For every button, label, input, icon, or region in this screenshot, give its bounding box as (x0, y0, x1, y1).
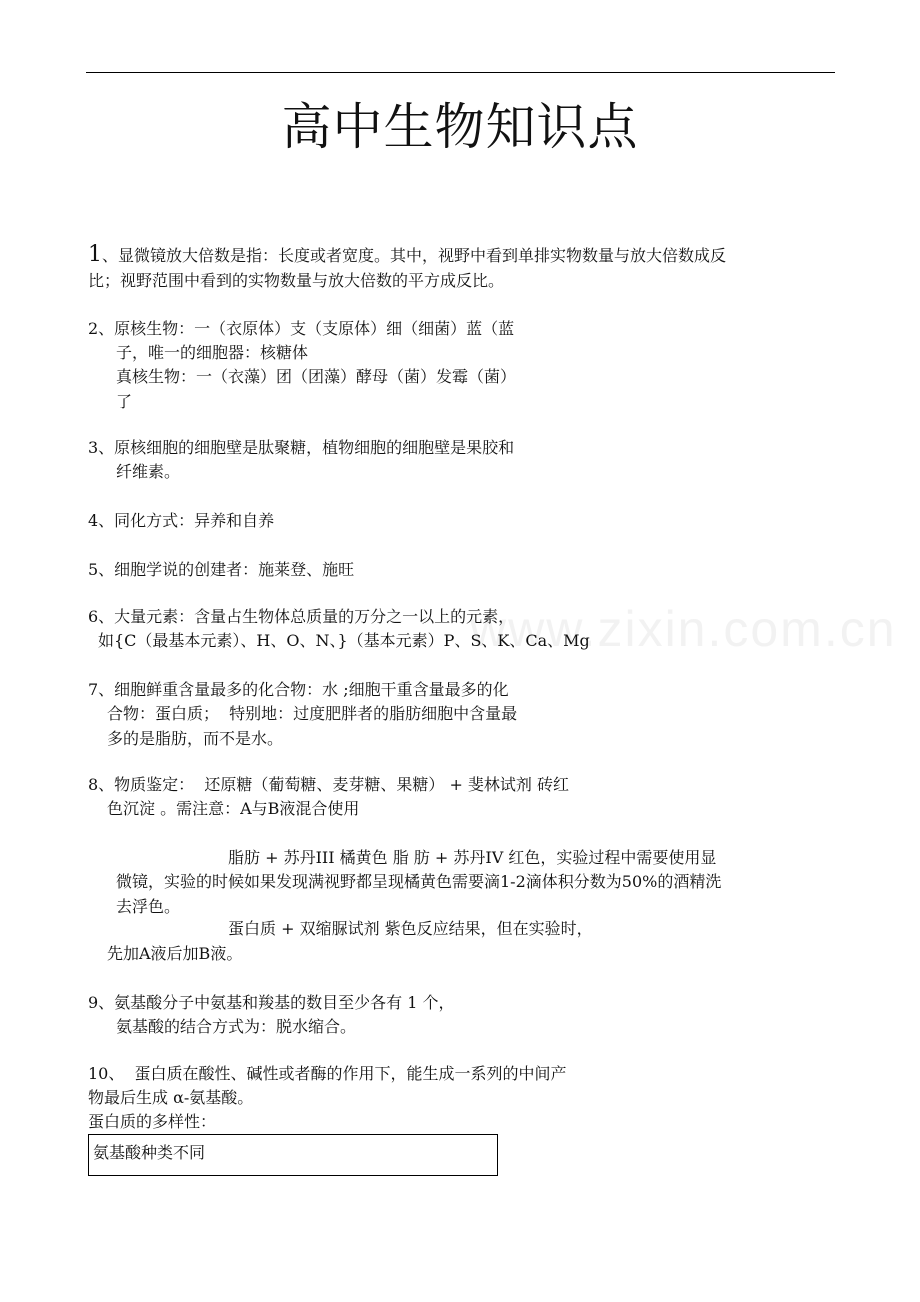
item-8-line-7: 先加A液后加B液。 (107, 944, 243, 963)
item-2-line-2: 子，唯一的细胞器：核糖体 (116, 343, 309, 362)
item-7-line-1: 7、细胞鲜重含量最多的化合物：水 ;细胞干重含量最多的化 (88, 680, 509, 699)
item-8-line-1: 8、物质鉴定： 还原糖（葡萄糖、麦芽糖、果糖） + 斐林试剂 砖红 (88, 775, 570, 794)
item-10-line-1: 10、 蛋白质在酸性、碱性或者酶的作用下，能生成一系列的中间产 (88, 1064, 567, 1083)
item-8-line-4: 微镜，实验的时候如果发现满视野都呈现橘黄色需要滴1-2滴体积分数为50%的酒精洗 (116, 872, 722, 891)
item-3-line-1: 3、原核细胞的细胞壁是肽聚糖，植物细胞的细胞壁是果胶和 (88, 438, 515, 457)
item-6-line-2: 如{C（最基本元素）、H、O、N、}（基本元素）P、S、K、Ca、Mg (98, 631, 590, 650)
item-9-line-2: 氨基酸的结合方式为：脱水缩合。 (116, 1017, 357, 1036)
item-8-line-6: 蛋白质 + 双缩脲试剂 紫色反应结果，但在实验时， (228, 919, 593, 938)
item-2-line-3: 真核生物：一（衣藻）团（团藻）酵母（菌）发霉（菌） (116, 367, 517, 386)
item-1-text: 、显微镜放大倍数是指：长度或者宽度。其中，视野中看到单排实物数量与放大倍数成反 (102, 246, 727, 265)
item-6-line-1: 6、大量元素：含量占生物体总质量的万分之一以上的元素， (88, 607, 515, 626)
page-title: 高中生物知识点 (281, 98, 639, 156)
item-2-line-1: 2、原核生物：一（衣原体）支（支原体）细（细菌）蓝（蓝 (88, 319, 515, 338)
item-8-line-5: 去浮色。 (116, 897, 181, 916)
item-8-line-3: 脂肪 + 苏丹III 橘黄色 脂 肪 + 苏丹IV 红色，实验过程中需要使用显 (228, 848, 717, 867)
item-1-line-1 (88, 244, 726, 267)
item-9-line-1: 9、氨基酸分子中氨基和羧基的数目至少各有 1 个， (88, 993, 455, 1012)
item-10-line-3: 蛋白质的多样性： (88, 1112, 217, 1131)
item-8-line-2: 色沉淀 。需注意：A与B液混合使用 (107, 799, 360, 818)
item-7-line-3: 多的是脂肪，而不是水。 (107, 729, 284, 748)
diversity-table-cell (88, 1134, 498, 1176)
item-1-line-2: 比；视野范围中看到的实物数量与放大倍数的平方成反比。 (88, 271, 505, 290)
watermark: www.zixin.com.cn (470, 601, 897, 657)
item-3-line-2: 纤维素。 (116, 462, 181, 481)
diversity-cell-text: 氨基酸种类不同 (93, 1143, 206, 1162)
header-rule (86, 72, 835, 73)
item-1-number: 1 (88, 242, 102, 267)
item-2-line-4: 了 (116, 392, 133, 411)
item-10-line-2: 物最后生成 α-氨基酸。 (88, 1088, 254, 1107)
item-5-line-1: 5、细胞学说的创建者：施莱登、施旺 (88, 560, 355, 579)
item-7-line-2: 合物：蛋白质； 特别地：过度肥胖者的脂肪细胞中含量最 (107, 704, 518, 723)
item-4-line-1: 4、同化方式：异养和自养 (88, 511, 275, 530)
